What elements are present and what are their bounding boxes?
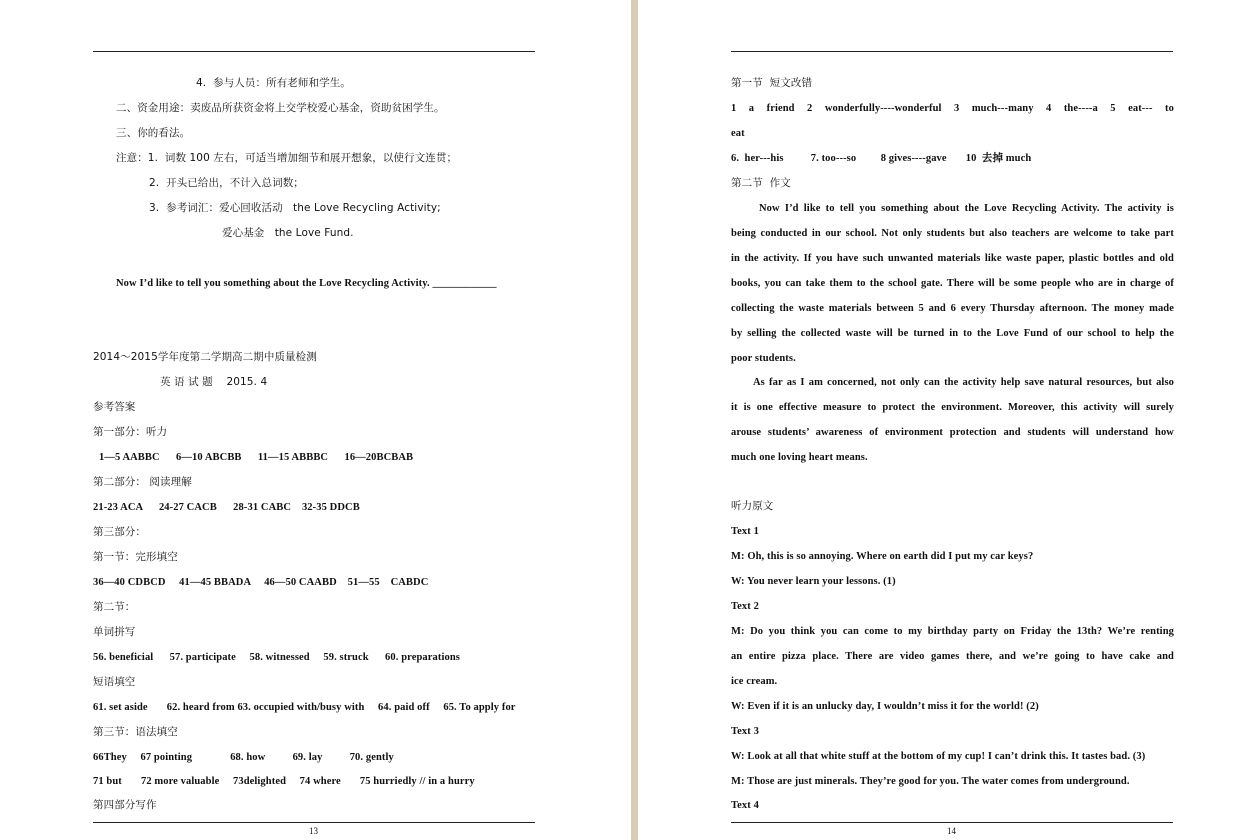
text-line: 第三部分： (93, 526, 146, 538)
answer-line: 61. set aside 62. heard from 63. occupied with/busy with 64. paid off 65. To apply for (93, 702, 516, 713)
text-line: 单词拼写 (93, 626, 136, 638)
essay-line: it is one effective measure to protect the environment. Moreover, this activity will surely (731, 402, 1174, 413)
text-line: 第四部分写作 (93, 799, 157, 811)
text-line: Text 1 (731, 526, 759, 537)
essay-line: in the activity. If you have such unwanted materials like waste paper, plastic bottles and old (731, 253, 1174, 264)
section-title: 2014～2015学年度第二学期高二期中质量检测 (93, 351, 317, 363)
text-line: Text 4 (731, 800, 759, 811)
text-line: 6. her---his 7. too---so 8 gives----gave 10 去掉 much (731, 153, 1032, 164)
essay-line: books, you can take them to the school gate. There will be some people who are in charge of (731, 278, 1174, 289)
right-page (638, 0, 1259, 840)
text-line: W: Even if it is an unlucky day, I wouldn’t miss it for the world! (2) (731, 701, 1039, 712)
text-line: 第一部分：听力 (93, 426, 168, 438)
header-rule (93, 51, 535, 52)
essay-line: being conducted in our school. Not only students but also teachers are welcome to take part (731, 228, 1174, 239)
text-line: eat (731, 128, 745, 139)
text-line: W: You never learn your lessons. (1) (731, 576, 896, 587)
text-line: 注意：1. 词数 100 左右，可适当增加细节和展开想象，以使行文连贯； (116, 152, 458, 164)
page-gutter (631, 0, 638, 840)
text-line: 第一节 短文改错 (731, 77, 813, 89)
text-line: 三、你的看法。 (116, 127, 191, 139)
footer-rule (731, 822, 1173, 823)
text-line: 第三节：语法填空 (93, 726, 178, 738)
answer-line: 56. beneficial 57. participate 58. witnessed 59. struck 60. preparations (93, 652, 460, 663)
text-line: an entire pizza place. There are video games there, and we’re going to have cake and (731, 651, 1174, 662)
page-number: 13 (309, 826, 318, 836)
text-line: ice cream. (731, 676, 778, 687)
exam-subtitle: 英 语 试 题 2015. 4 (160, 376, 268, 388)
text-line: M: Oh, this is so annoying. Where on earth did I put my car keys? (731, 551, 1034, 562)
text-line: 2. 开头已给出，不计入总词数； (149, 177, 304, 189)
answer-line: 1—5 AABBC 6—10 ABCBB 11—15 ABBBC 16—20BCBAB (99, 452, 414, 463)
text-line: 听力原文 (731, 500, 774, 512)
text-line: 第二节： (93, 601, 136, 613)
header-rule (731, 51, 1173, 52)
essay-line: poor students. (731, 353, 796, 364)
text-line: 第二节 作文 (731, 177, 791, 189)
essay-line: by selling the collected waste will be turned in to the Love Fund of our school to help the (731, 328, 1174, 339)
text-line: 爱心基金 the Love Fund. (222, 227, 354, 239)
text-line: Text 3 (731, 726, 759, 737)
essay-line: much one loving heart means. (731, 452, 868, 463)
answer-line: 36—40 CDBCD 41—45 BBADA 46—50 CAABD 51—55 CABDC (93, 577, 429, 588)
text-line: 二、资金用途：卖废品所获资金将上交学校爱心基金，资助贫困学生。 (116, 102, 445, 114)
essay-line: Now I’d like to tell you something about the Love Recycling Activity. The activity is (759, 203, 1174, 214)
text-line: M: Do you think you can come to my birthday party on Friday the 13th? We’re renting (731, 626, 1174, 637)
text-line: M: Those are just minerals. They’re good for you. The water comes from underground. (731, 776, 1130, 787)
text-line: 参考答案 (93, 401, 136, 413)
text-line: W: Look at all that white stuff at the bottom of my cup! I can’t drink this. It tastes bad. (3) (731, 751, 1146, 762)
answer-line: 66They 67 pointing 68. how 69. lay 70. gently (93, 752, 394, 763)
footer-rule (93, 822, 535, 823)
text-line: 1 a friend 2 wonderfully----wonderful 3 much---many 4 the----a 5 eat--- to (731, 103, 1174, 114)
essay-line: As far as I am concerned, not only can the activity help save natural resources, but also (753, 377, 1174, 388)
text-line: 4. 参与人员：所有老师和学生。 (196, 77, 351, 89)
text-line: 3. 参考词汇：爱心回收活动 the Love Recycling Activity; (149, 202, 441, 214)
page-number: 14 (947, 826, 956, 836)
text-line: 第一节：完形填空 (93, 551, 178, 563)
text-line: Now I’d like to tell you something about the Love Recycling Activity. ____________ (116, 278, 497, 289)
answer-line: 21-23 ACA 24-27 CACB 28-31 CABC 32-35 DDCB (93, 502, 360, 513)
text-line: Text 2 (731, 601, 759, 612)
text-line: 短语填空 (93, 676, 136, 688)
essay-line: collecting the waste materials between 5 and 6 every Thursday afternoon. The money made (731, 303, 1174, 314)
answer-line: 71 but 72 more valuable 73delighted 74 where 75 hurriedly // in a hurry (93, 776, 475, 787)
text-line: 第二部分： 阅读理解 (93, 476, 192, 488)
essay-line: arouse students’ awareness of environment protection and students will understand how (731, 427, 1174, 438)
